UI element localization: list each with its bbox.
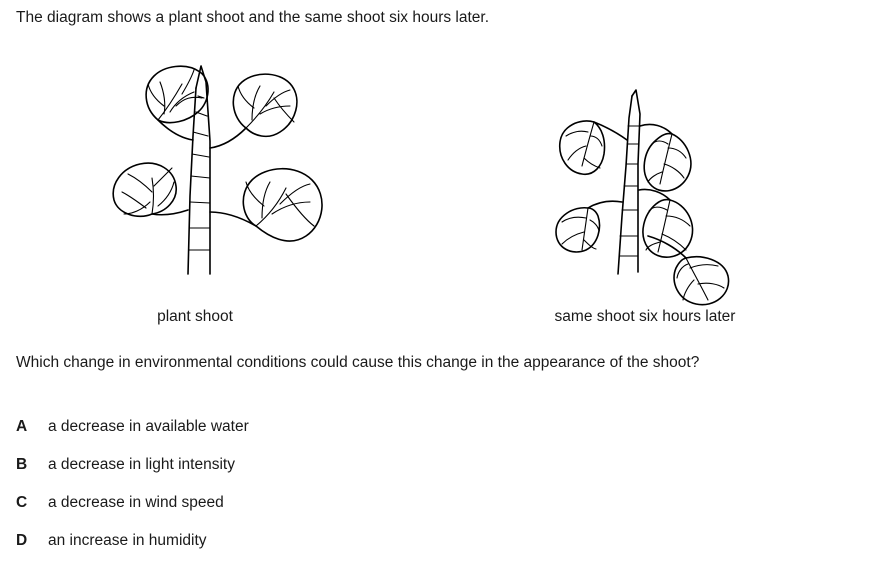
option-c[interactable] <box>16 494 716 532</box>
option-b-letter: B <box>16 456 28 473</box>
caption-plant-shoot: plant shoot <box>157 308 233 325</box>
diagram-area <box>0 36 888 296</box>
figure-captions <box>0 308 888 330</box>
option-a-letter: A <box>16 418 28 435</box>
option-d-text: an increase in humidity <box>48 532 207 549</box>
option-a-text: a decrease in available water <box>48 418 249 435</box>
option-a[interactable] <box>16 418 716 456</box>
caption-same-shoot-later: same shoot six hours later <box>554 308 736 325</box>
option-d-letter: D <box>16 532 28 549</box>
plant-shoot-wilted-icon <box>500 56 800 306</box>
answer-options <box>16 418 716 570</box>
plant-shoot-turgid-icon <box>60 36 360 286</box>
option-b-text: a decrease in light intensity <box>48 456 235 473</box>
intro-text: The diagram shows a plant shoot and the same shoot six hours later. <box>16 9 490 26</box>
option-b[interactable] <box>16 456 716 494</box>
option-d[interactable] <box>16 532 716 570</box>
question-text: Which change in environmental conditions could cause this change in the appearance of the shoot? <box>16 354 700 371</box>
option-c-text: a decrease in wind speed <box>48 494 224 511</box>
option-c-letter: C <box>16 494 28 511</box>
